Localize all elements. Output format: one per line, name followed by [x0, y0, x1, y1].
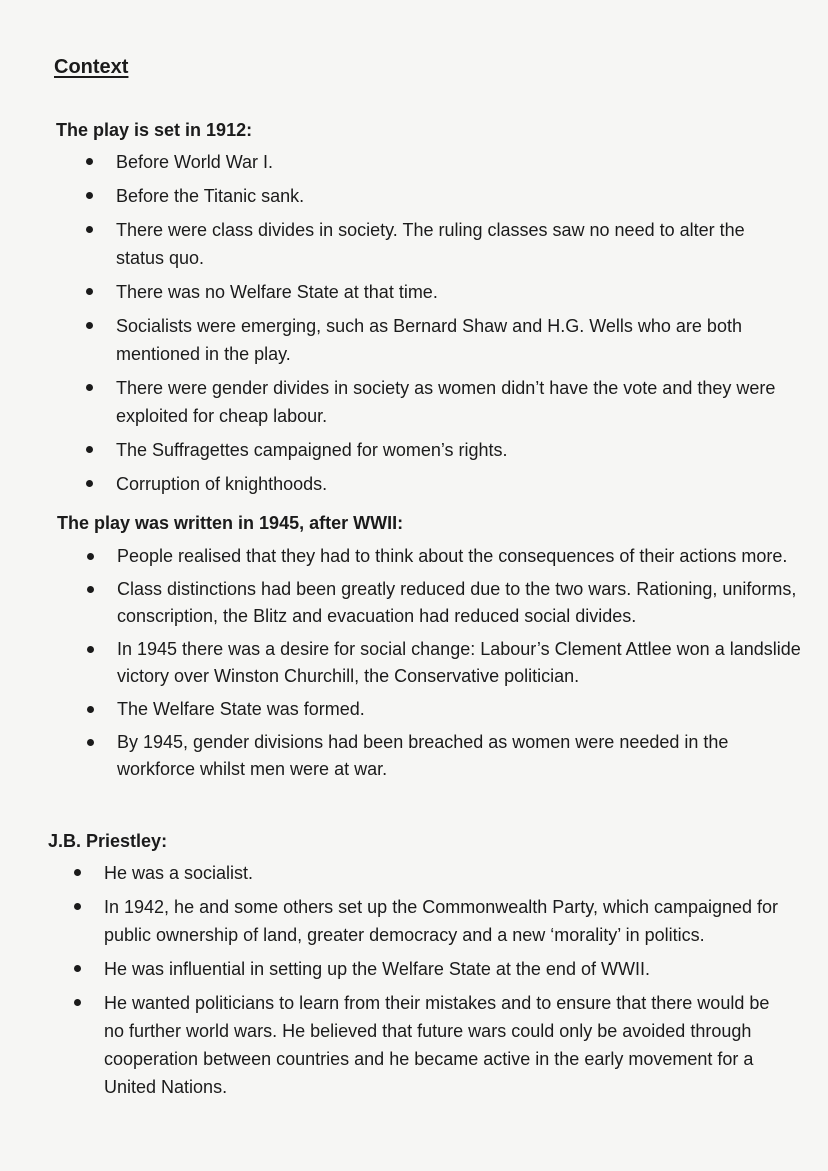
bullet-icon [87, 553, 94, 560]
list-item-text: The Suffragettes campaigned for women’s rights. [116, 440, 508, 460]
bullet-icon [86, 226, 93, 233]
page-title: Context [54, 56, 129, 78]
list-item-text: He was influential in setting up the Welfare State at the end of WWII. [104, 959, 650, 979]
bullet-icon [86, 158, 93, 165]
section-priestley [48, 829, 788, 1101]
list-item [87, 696, 802, 723]
bullet-icon [74, 965, 81, 972]
list-item-text: Before World War I. [116, 152, 274, 172]
list-item [86, 436, 796, 464]
list-item-text: There was no Welfare State at that time. [116, 282, 438, 302]
bullet-icon [86, 446, 93, 453]
bullet-icon [87, 706, 94, 713]
list-item-text: Before the Titanic sank. [116, 186, 305, 206]
list-item-text: He was a socialist. [104, 863, 254, 883]
list-item-text: By 1945, gender divisions had been breached as women were needed in the workforce whilst men were at war. [117, 732, 729, 779]
section-setting-1912 [56, 118, 796, 498]
list-item-text: He wanted politicians to learn from their mistakes and to ensure that there would be no further world wars. He believed that future wars could only be avoided through cooperation between countries and he became active in the early movement for a United Nations. [104, 993, 770, 1097]
list-item [87, 543, 802, 570]
list-item [74, 893, 788, 949]
list-item-text: Corruption of knighthoods. [116, 474, 328, 494]
list-item-text: Socialists were emerging, such as Bernard Shaw and H.G. Wells who are both mentioned in the play. [116, 316, 742, 364]
bullet-icon [87, 739, 94, 746]
bullet-list [86, 148, 796, 498]
bullet-icon [74, 999, 81, 1006]
bullet-icon [87, 586, 94, 593]
list-item-text: There were gender divides in society as women didn’t have the vote and they were exploited for cheap labour. [116, 378, 776, 426]
list-item-text: Class distinctions had been greatly reduced due to the two wars. Rationing, uniforms, conscription, the Blitz and evacuation had reduced social divides. [117, 579, 797, 626]
list-item [86, 374, 796, 430]
list-item [86, 182, 796, 210]
bullet-icon [86, 192, 93, 199]
bullet-icon [86, 322, 93, 329]
list-item [86, 148, 796, 176]
list-item [74, 989, 788, 1101]
list-item [86, 278, 796, 306]
list-item [86, 312, 796, 368]
list-item [74, 859, 788, 887]
list-item [86, 216, 796, 272]
list-item [87, 576, 802, 630]
list-item-text: In 1945 there was a desire for social change: Labour’s Clement Attlee won a landslide victory over Winston Churchill, the Conservative politician. [117, 639, 801, 686]
bullet-icon [74, 903, 81, 910]
section-written-1945 [57, 511, 802, 783]
list-item-text: The Welfare State was formed. [117, 699, 365, 719]
bullet-icon [86, 480, 93, 487]
list-item-text: There were class divides in society. The ruling classes saw no need to alter the status quo. [116, 220, 745, 268]
section-heading: The play was written in 1945, after WWII: [57, 513, 404, 533]
section-heading: The play is set in 1912: [56, 120, 253, 140]
section-heading: J.B. Priestley: [48, 831, 168, 851]
bullet-list [87, 543, 802, 783]
list-item-text: People realised that they had to think about the consequences of their actions more. [117, 546, 788, 566]
list-item [87, 729, 802, 783]
bullet-list [74, 859, 788, 1101]
list-item [86, 470, 796, 498]
list-item [74, 955, 788, 983]
bullet-icon [74, 869, 81, 876]
list-item [87, 636, 802, 690]
list-item-text: In 1942, he and some others set up the Commonwealth Party, which campaigned for public ownership of land, greater democracy and a new ‘morality’ in politics. [104, 897, 779, 945]
bullet-icon [87, 646, 94, 653]
bullet-icon [86, 384, 93, 391]
bullet-icon [86, 288, 93, 295]
